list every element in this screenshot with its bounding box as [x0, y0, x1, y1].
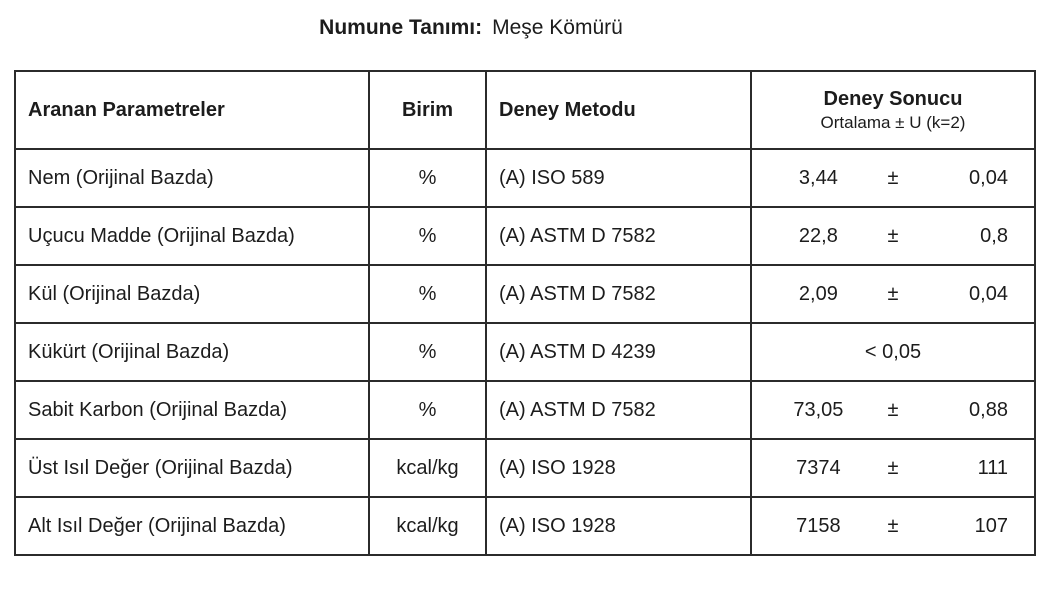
- result-uncertainty: 0,88: [969, 398, 1008, 421]
- result-value: 7374: [796, 456, 841, 479]
- result-cell: [751, 323, 1035, 381]
- table-row: [15, 265, 1035, 323]
- table-row: [15, 381, 1035, 439]
- result-uncertainty: 0,8: [980, 224, 1008, 247]
- parameter-cell: Uçucu Madde (Orijinal Bazda): [15, 207, 369, 265]
- plus-minus-sign: ±: [887, 224, 899, 247]
- table-row: [15, 497, 1035, 555]
- header-result-title: Deney Sonucu: [823, 87, 963, 110]
- method-cell: (A) ASTM D 7582: [486, 207, 751, 265]
- header-result-subtitle: Ortalama ± U (k=2): [820, 112, 966, 132]
- header-unit: Birim: [369, 71, 486, 149]
- sample-title: [0, 16, 942, 40]
- result-uncertainty: 107: [974, 514, 1008, 537]
- unit-cell: kcal/kg: [369, 439, 486, 497]
- method-cell: (A) ASTM D 7582: [486, 265, 751, 323]
- parameter-cell: Kül (Orijinal Bazda): [15, 265, 369, 323]
- result-uncertainty: 0,04: [969, 282, 1008, 305]
- method-cell: (A) ISO 1928: [486, 439, 751, 497]
- plus-minus-sign: ±: [887, 166, 899, 189]
- parameter-cell: Üst Isıl Değer (Orijinal Bazda): [15, 439, 369, 497]
- method-cell: (A) ASTM D 4239: [486, 323, 751, 381]
- parameter-cell: Alt Isıl Değer (Orijinal Bazda): [15, 497, 369, 555]
- result-value: 7158: [796, 514, 841, 537]
- result-value: 3,44: [798, 166, 838, 189]
- table-row: [15, 149, 1035, 207]
- result-value: 2,09: [798, 282, 838, 305]
- result-uncertainty: 0,04: [969, 166, 1008, 189]
- result-single-value: < 0,05: [864, 340, 922, 363]
- result-cell: [751, 439, 1035, 497]
- plus-minus-sign: ±: [887, 282, 899, 305]
- unit-cell: %: [369, 323, 486, 381]
- header-method: Deney Metodu: [486, 71, 751, 149]
- method-cell: (A) ASTM D 7582: [486, 381, 751, 439]
- plus-minus-sign: ±: [887, 398, 899, 421]
- result-cell: [751, 497, 1035, 555]
- result-cell: [751, 207, 1035, 265]
- test-results-table: [14, 70, 1036, 556]
- unit-cell: %: [369, 207, 486, 265]
- result-cell: [751, 265, 1035, 323]
- unit-cell: %: [369, 149, 486, 207]
- unit-cell: %: [369, 381, 486, 439]
- plus-minus-sign: ±: [887, 514, 899, 537]
- result-value: 22,8: [798, 224, 838, 247]
- table-row: [15, 207, 1035, 265]
- table-row: [15, 323, 1035, 381]
- table-row: [15, 439, 1035, 497]
- result-cell: [751, 381, 1035, 439]
- parameter-cell: Sabit Karbon (Orijinal Bazda): [15, 381, 369, 439]
- unit-cell: %: [369, 265, 486, 323]
- sample-title-label: Numune Tanımı:: [319, 16, 483, 39]
- parameter-cell: Nem (Orijinal Bazda): [15, 149, 369, 207]
- unit-cell: kcal/kg: [369, 497, 486, 555]
- result-value: 73,05: [793, 398, 844, 421]
- result-uncertainty: 111: [977, 456, 1008, 479]
- header-parameter: Aranan Parametreler: [15, 71, 369, 149]
- parameter-cell: Kükürt (Orijinal Bazda): [15, 323, 369, 381]
- plus-minus-sign: ±: [887, 456, 899, 479]
- result-cell: [751, 149, 1035, 207]
- method-cell: (A) ISO 589: [486, 149, 751, 207]
- sample-title-value: Meşe Kömürü: [492, 16, 623, 39]
- header-result: [751, 71, 1035, 149]
- method-cell: (A) ISO 1928: [486, 497, 751, 555]
- table-header-row: [15, 71, 1035, 149]
